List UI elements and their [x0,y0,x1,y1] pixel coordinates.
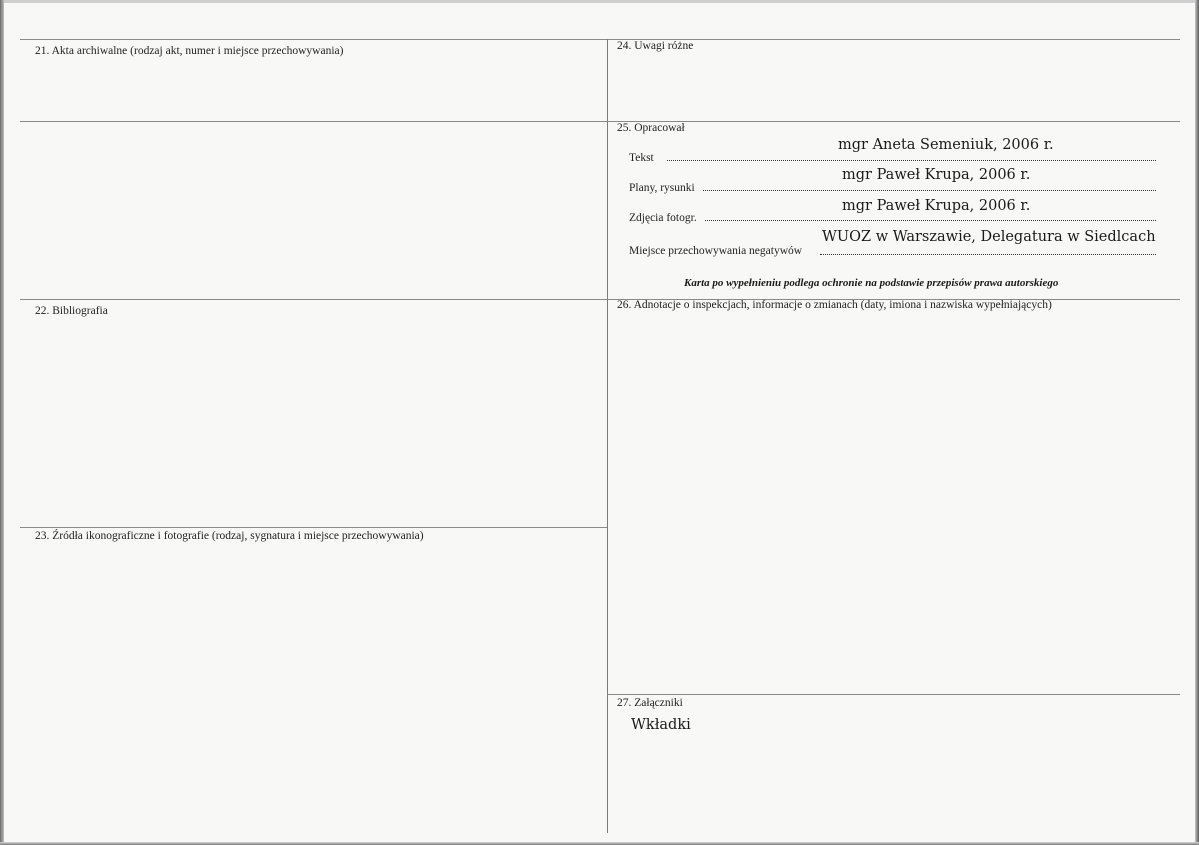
section-24-various-notes: 24. Uwagi różne [617,40,694,52]
text-author-value: mgr Aneta Semeniuk, 2006 r. [838,137,1054,153]
divider-21-22 [20,121,1180,122]
plans-author-dotted-line [703,190,1156,191]
text-author-label: Tekst [629,152,654,164]
negatives-location-label: Miejsce przechowywania negatywów [629,245,803,257]
section-23-iconographic-sources: 23. Źródła ikonograficzne i fotografie (rodzaj, sygnatura i miejsce przechowywania) [35,530,424,542]
photos-author-label: Zdjęcia fotogr. [629,212,697,224]
section-25-prepared-by: 25. Opracował [617,122,685,134]
scan-edge-top [0,0,1199,3]
divider-22-23 [20,527,607,528]
section-22-bibliography: 22. Bibliografia [35,305,108,317]
negatives-location-dotted-line [820,254,1156,255]
center-divider [607,39,608,833]
copyright-notice: Karta po wypełnieniu podlega ochronie na podstawie przepisów prawa autorskiego [684,277,1059,289]
text-author-dotted-line [667,160,1156,161]
scan-edge-left [0,0,4,845]
negatives-location-value: WUOZ w Warszawie, Delegatura w Siedlcach [822,229,1156,245]
section-26-inspection-notes: 26. Adnotacje o inspekcjach, informacje o zmianach (daty, imiona i nazwiska wypełniających) [617,299,1052,311]
section-27-attachments: 27. Załączniki [617,697,683,709]
plans-author-value: mgr Paweł Krupa, 2006 r. [842,167,1031,183]
attachments-value: Wkładki [631,717,691,733]
divider-26-27 [607,694,1180,695]
scan-edge-right [1195,0,1199,845]
section-21-archival-records: 21. Akta archiwalne (rodzaj akt, numer i miejsce przechowywania) [35,45,344,57]
top-border-line [20,39,1180,40]
photos-author-dotted-line [705,220,1156,221]
plans-author-label: Plany, rysunki [629,182,695,194]
photos-author-value: mgr Paweł Krupa, 2006 r. [842,198,1031,214]
